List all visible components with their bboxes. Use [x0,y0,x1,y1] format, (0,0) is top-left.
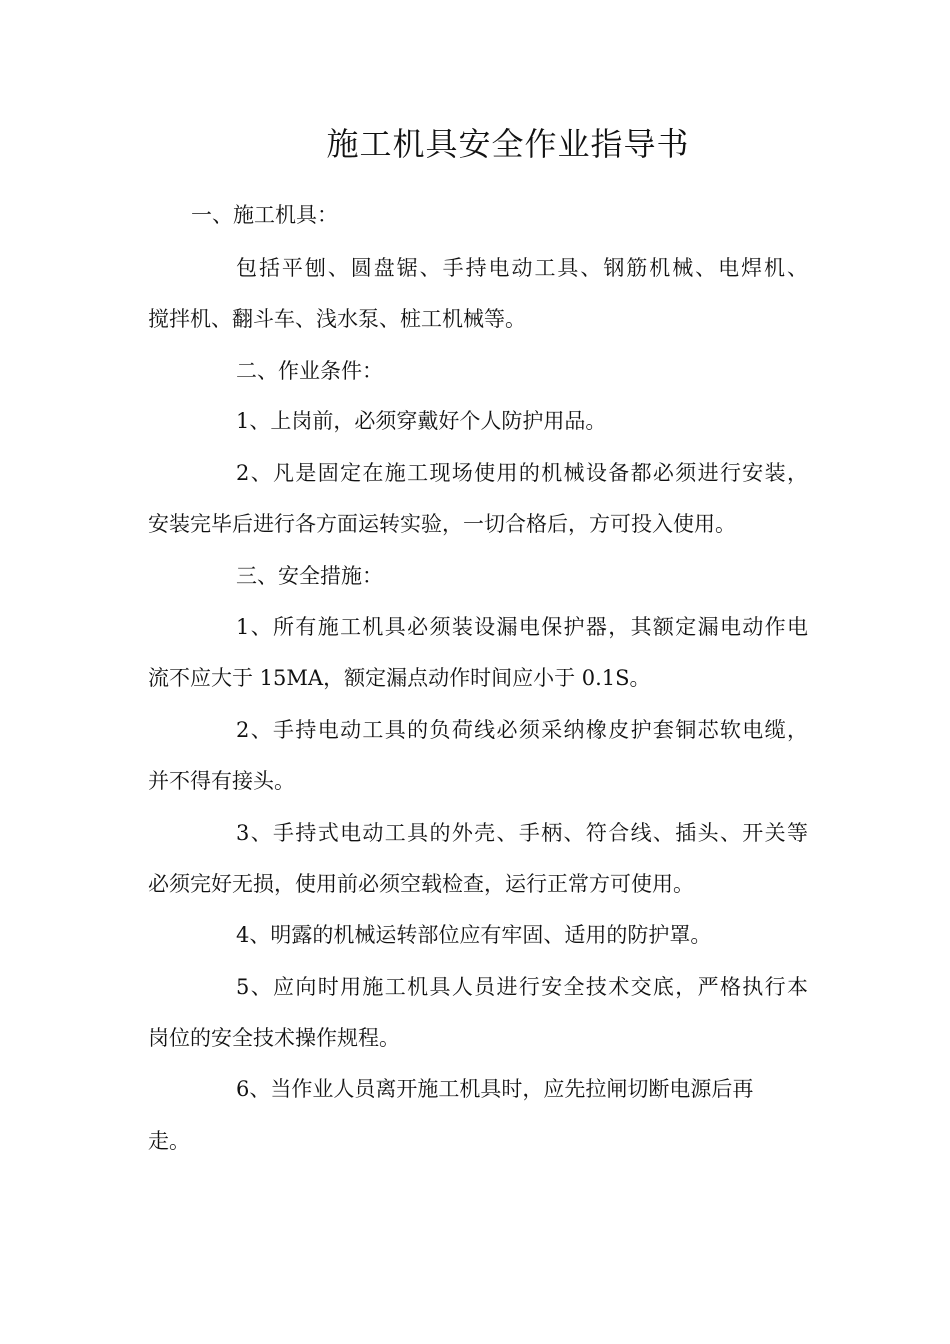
paragraph-line: 必须完好无损，使用前必须空载检查，运行正常方可使用。 [148,872,694,896]
paragraph-line: 并不得有接头。 [148,769,295,793]
paragraph-line: 走。 [148,1129,190,1153]
paragraph-line: 流不应大于 15MA，额定漏点动作时间应小于 0.1S。 [148,666,651,690]
section-heading-conditions: 二、作业条件： [236,359,383,383]
paragraph-line: 安装完毕后进行各方面运转实验，一切合格后，方可投入使用。 [148,512,736,536]
document-title: 施工机具安全作业指导书 [326,125,690,163]
paragraph-line: 搅拌机、翻斗车、浅水泵、桩工机械等。 [148,307,526,331]
paragraph-line: 2、手持电动工具的负荷线必须采纳橡皮护套铜芯软电缆， [236,718,808,742]
paragraph-line: 4、明露的机械运转部位应有牢固、适用的防护罩。 [236,923,712,947]
paragraph-line: 1、上岗前，必须穿戴好个人防护用品。 [236,409,607,433]
paragraph-line: 岗位的安全技术操作规程。 [148,1026,400,1050]
paragraph-line: 6、当作业人员离开施工机具时，应先拉闸切断电源后再 [236,1077,754,1101]
section-heading-tools: 一、施工机具： [191,203,338,227]
paragraph-line: 5、应向时用施工机具人员进行安全技术交底，严格执行本 [236,975,808,999]
paragraph-line: 包括平刨、圆盘锯、手持电动工具、钢筋机械、电焊机、 [236,256,808,280]
paragraph-line: 3、手持式电动工具的外壳、手柄、符合线、插头、开关等 [236,821,808,845]
section-heading-safety: 三、安全措施： [236,564,383,588]
paragraph-line: 2、凡是固定在施工现场使用的机械设备都必须进行安装， [236,461,808,485]
paragraph-line: 1、所有施工机具必须装设漏电保护器，其额定漏电动作电 [236,615,808,639]
